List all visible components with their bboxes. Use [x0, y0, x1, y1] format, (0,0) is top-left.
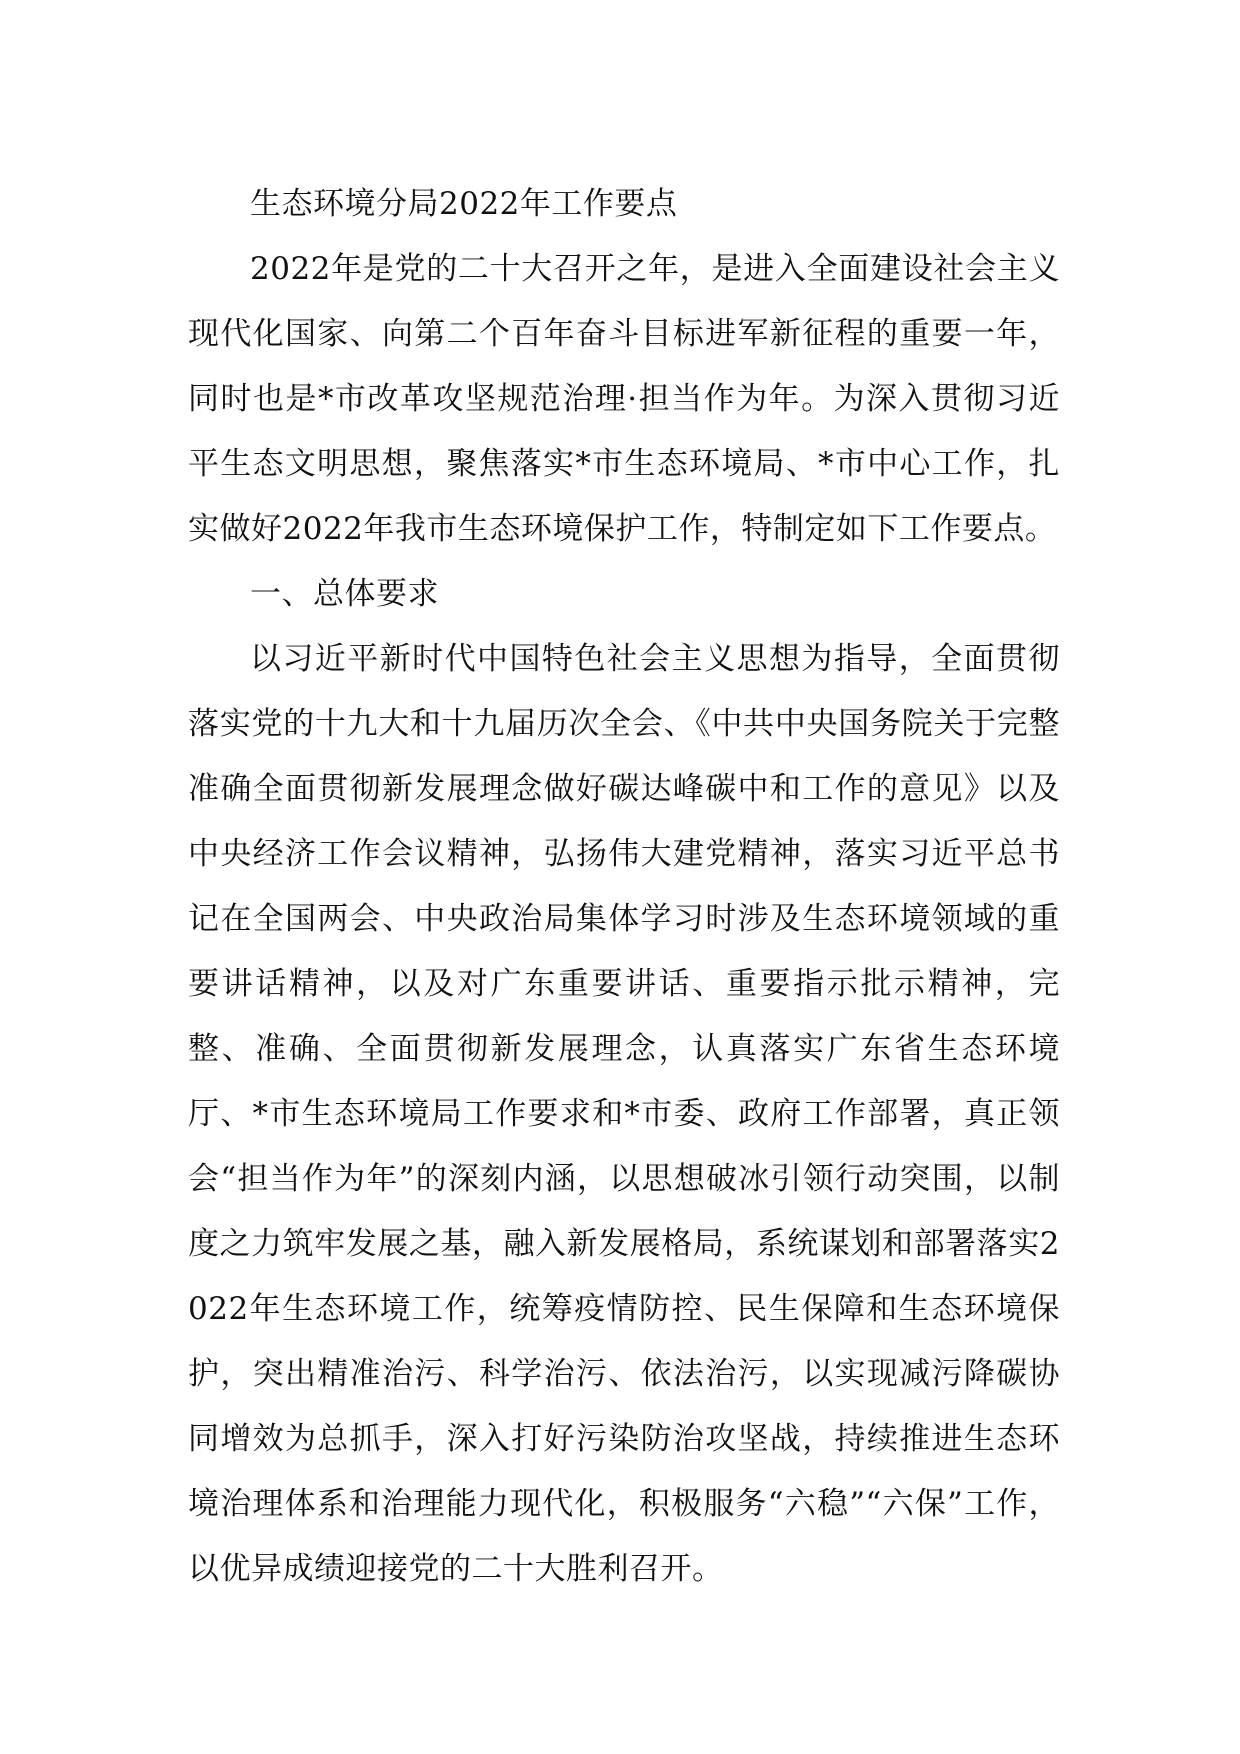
- section-heading: 一、总体要求: [250, 576, 439, 612]
- section-paragraph: 以习近平新时代中国特色社会主义思想为指导，全面贯彻落实党的十九大和十九届历次全会、《中共中央国务院关于完整准确全面贯彻新发展理念做好碳达峰碳中和工作的意见》以及中央经济工作会议精神，弘扬伟大建党精神，落实习近平总书记在全国两会、中央政治局集体学习时涉及生态环境领域的重要讲话精神，以及对广东重要讲话、重要指示批示精神，完整、准确、全面贯彻新发展理念，认真落实广东省生态环境厅、*市生态环境局工作要求和*市委、政府工作部署，真正领会“担当作为年”的深刻内涵，以思想破冰引领行动突围，以制度之力筑牢发展之基，融入新发展格局，系统谋划和部署落实2022年生态环境工作，统筹疫情防控、民生保障和生态环境保护，突出精准治污、科学治污、依法治污，以实现减污降碳协同增效为总抓手，深入打好污染防治攻坚战，持续推进生态环境治理体系和治理能力现代化，积极服务“六稳”“六保”工作，以优异成绩迎接党的二十大胜利召开。: [188, 641, 1060, 1587]
- document-body: [188, 172, 1060, 1602]
- document-title: 生态环境分局2022年工作要点: [250, 186, 678, 222]
- intro-paragraph: 2022年是党的二十大召开之年，是进入全面建设社会主义现代化国家、向第二个百年奋斗目标进军新征程的重要一年，同时也是*市改革攻坚规范治理·担当作为年。为深入贯彻习近平生态文明思想，聚焦落实*市生态环境局、*市中心工作，扎实做好2022年我市生态环境保护工作，特制定如下工作要点。: [188, 251, 1060, 547]
